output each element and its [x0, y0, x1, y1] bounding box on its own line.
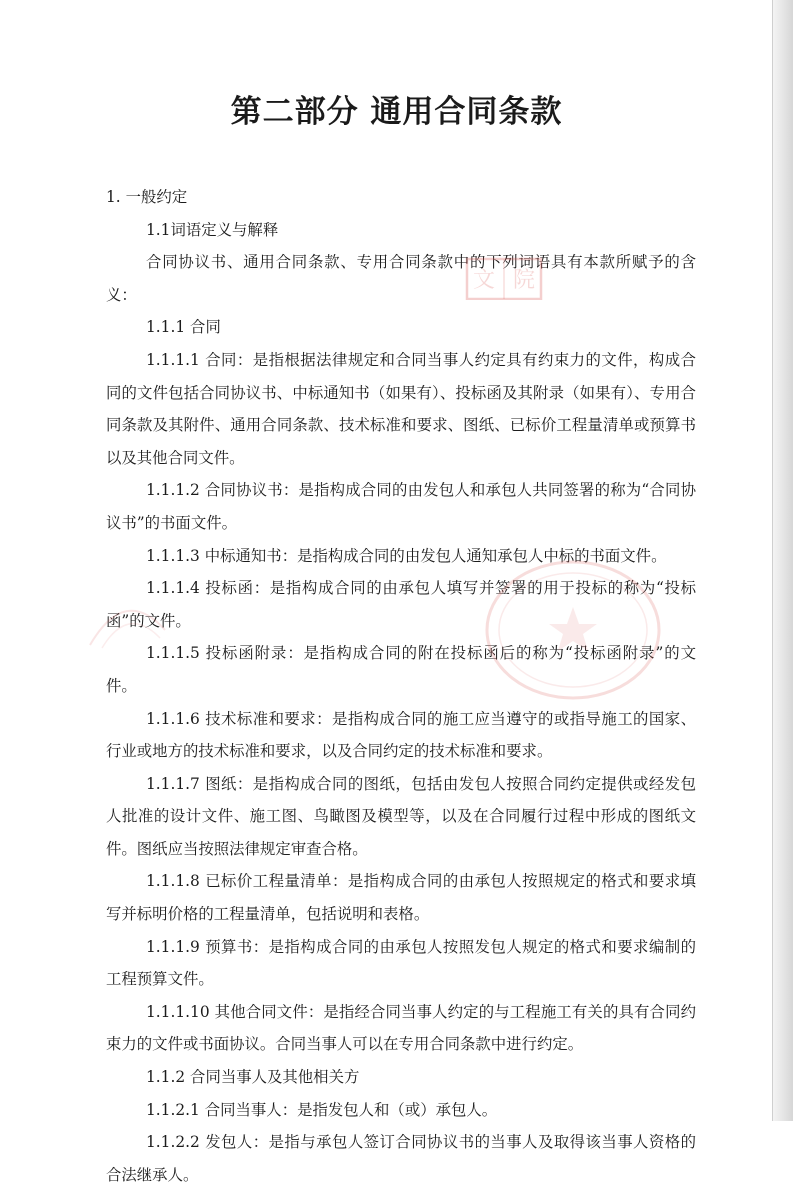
clause-body: [106, 181, 696, 1191]
clause-paragraph: 1.1.1.10 其他合同文件：是指经合同当事人约定的与工程施工有关的具有合同约束力的文件或书面协议。合同当事人可以在专用合同条款中进行约定。: [106, 1002, 696, 1054]
clause-paragraph: 1.1.1.3 中标通知书：是指构成合同的由发包人通知承包人中标的书面文件。: [146, 546, 667, 565]
seal-char: 文: [472, 268, 496, 293]
clause-paragraph: 1.1.1.2 合同协议书：是指构成合同的由发包人和承包人共同签署的称为“合同协议书”的书面文件。: [106, 481, 696, 532]
clause-paragraph: 1.1.2.1 合同当事人：是指发包人和（或）承包人。: [146, 1100, 498, 1119]
clause-paragraph: 1.1.1.6 技术标准和要求：是指构成合同的施工应当遵守的或指导施工的国家、行业或地方的技术标准和要求，以及合同约定的技术标准和要求。: [106, 709, 696, 761]
clause-paragraph: 1.1.2.2 发包人：是指与承包人签订合同协议书的当事人及取得该当事人资格的合法继承人。: [106, 1133, 696, 1184]
subsection-heading: 1.1.1 合同: [146, 318, 221, 337]
clause-paragraph: 1.1.1.4 投标函：是指构成合同的由承包人填写并签署的用于投标的称为“投标函”的文件。: [106, 579, 696, 630]
clause-paragraph: 1.1.1.7 图纸：是指构成合同的图纸，包括由发包人按照合同约定提供或经发包人批准的设计文件、施工图、鸟瞰图及模型等，以及在合同履行过程中形成的图纸文件。图纸应当按照法律规定审查合格。: [106, 774, 696, 858]
page-title: 第二部分 通用合同条款: [230, 94, 563, 130]
subsection-heading: 1.1词语定义与解释: [146, 220, 279, 239]
seal-char: 院: [512, 268, 536, 293]
clause-paragraph: 合同协议书、通用合同条款、专用合同条款中的下列词语具有本款所赋予的含义：: [106, 253, 696, 304]
clause-paragraph: 1.1.1.8 已标价工程量清单：是指构成合同的由承包人按照规定的格式和要求填写并标明价格的工程量清单，包括说明和表格。: [106, 872, 696, 924]
clause-paragraph: 1.1.1.9 预算书：是指构成合同的由承包人按照发包人规定的格式和要求编制的工程预算文件。: [106, 937, 696, 989]
clause-paragraph: 1.1.1.5 投标函附录：是指构成合同的附在投标函后的称为“投标函附录”的文件。: [106, 644, 696, 695]
subsection-heading: 1.1.2 合同当事人及其他相关方: [146, 1068, 360, 1087]
page-edge-shadow: [773, 0, 793, 1121]
section-heading: 1. 一般约定: [106, 188, 188, 206]
clause-paragraph: 1.1.1.1 合同：是指根据法律规定和合同当事人约定具有约束力的文件，构成合同的文件包括合同协议书、中标通知书（如果有）、投标函及其附录（如果有）、专用合同条款及其附件、通用合同条款、技术标准和要求、图纸、已标价工程量清单或预算书以及其他合同文件。: [106, 350, 696, 467]
